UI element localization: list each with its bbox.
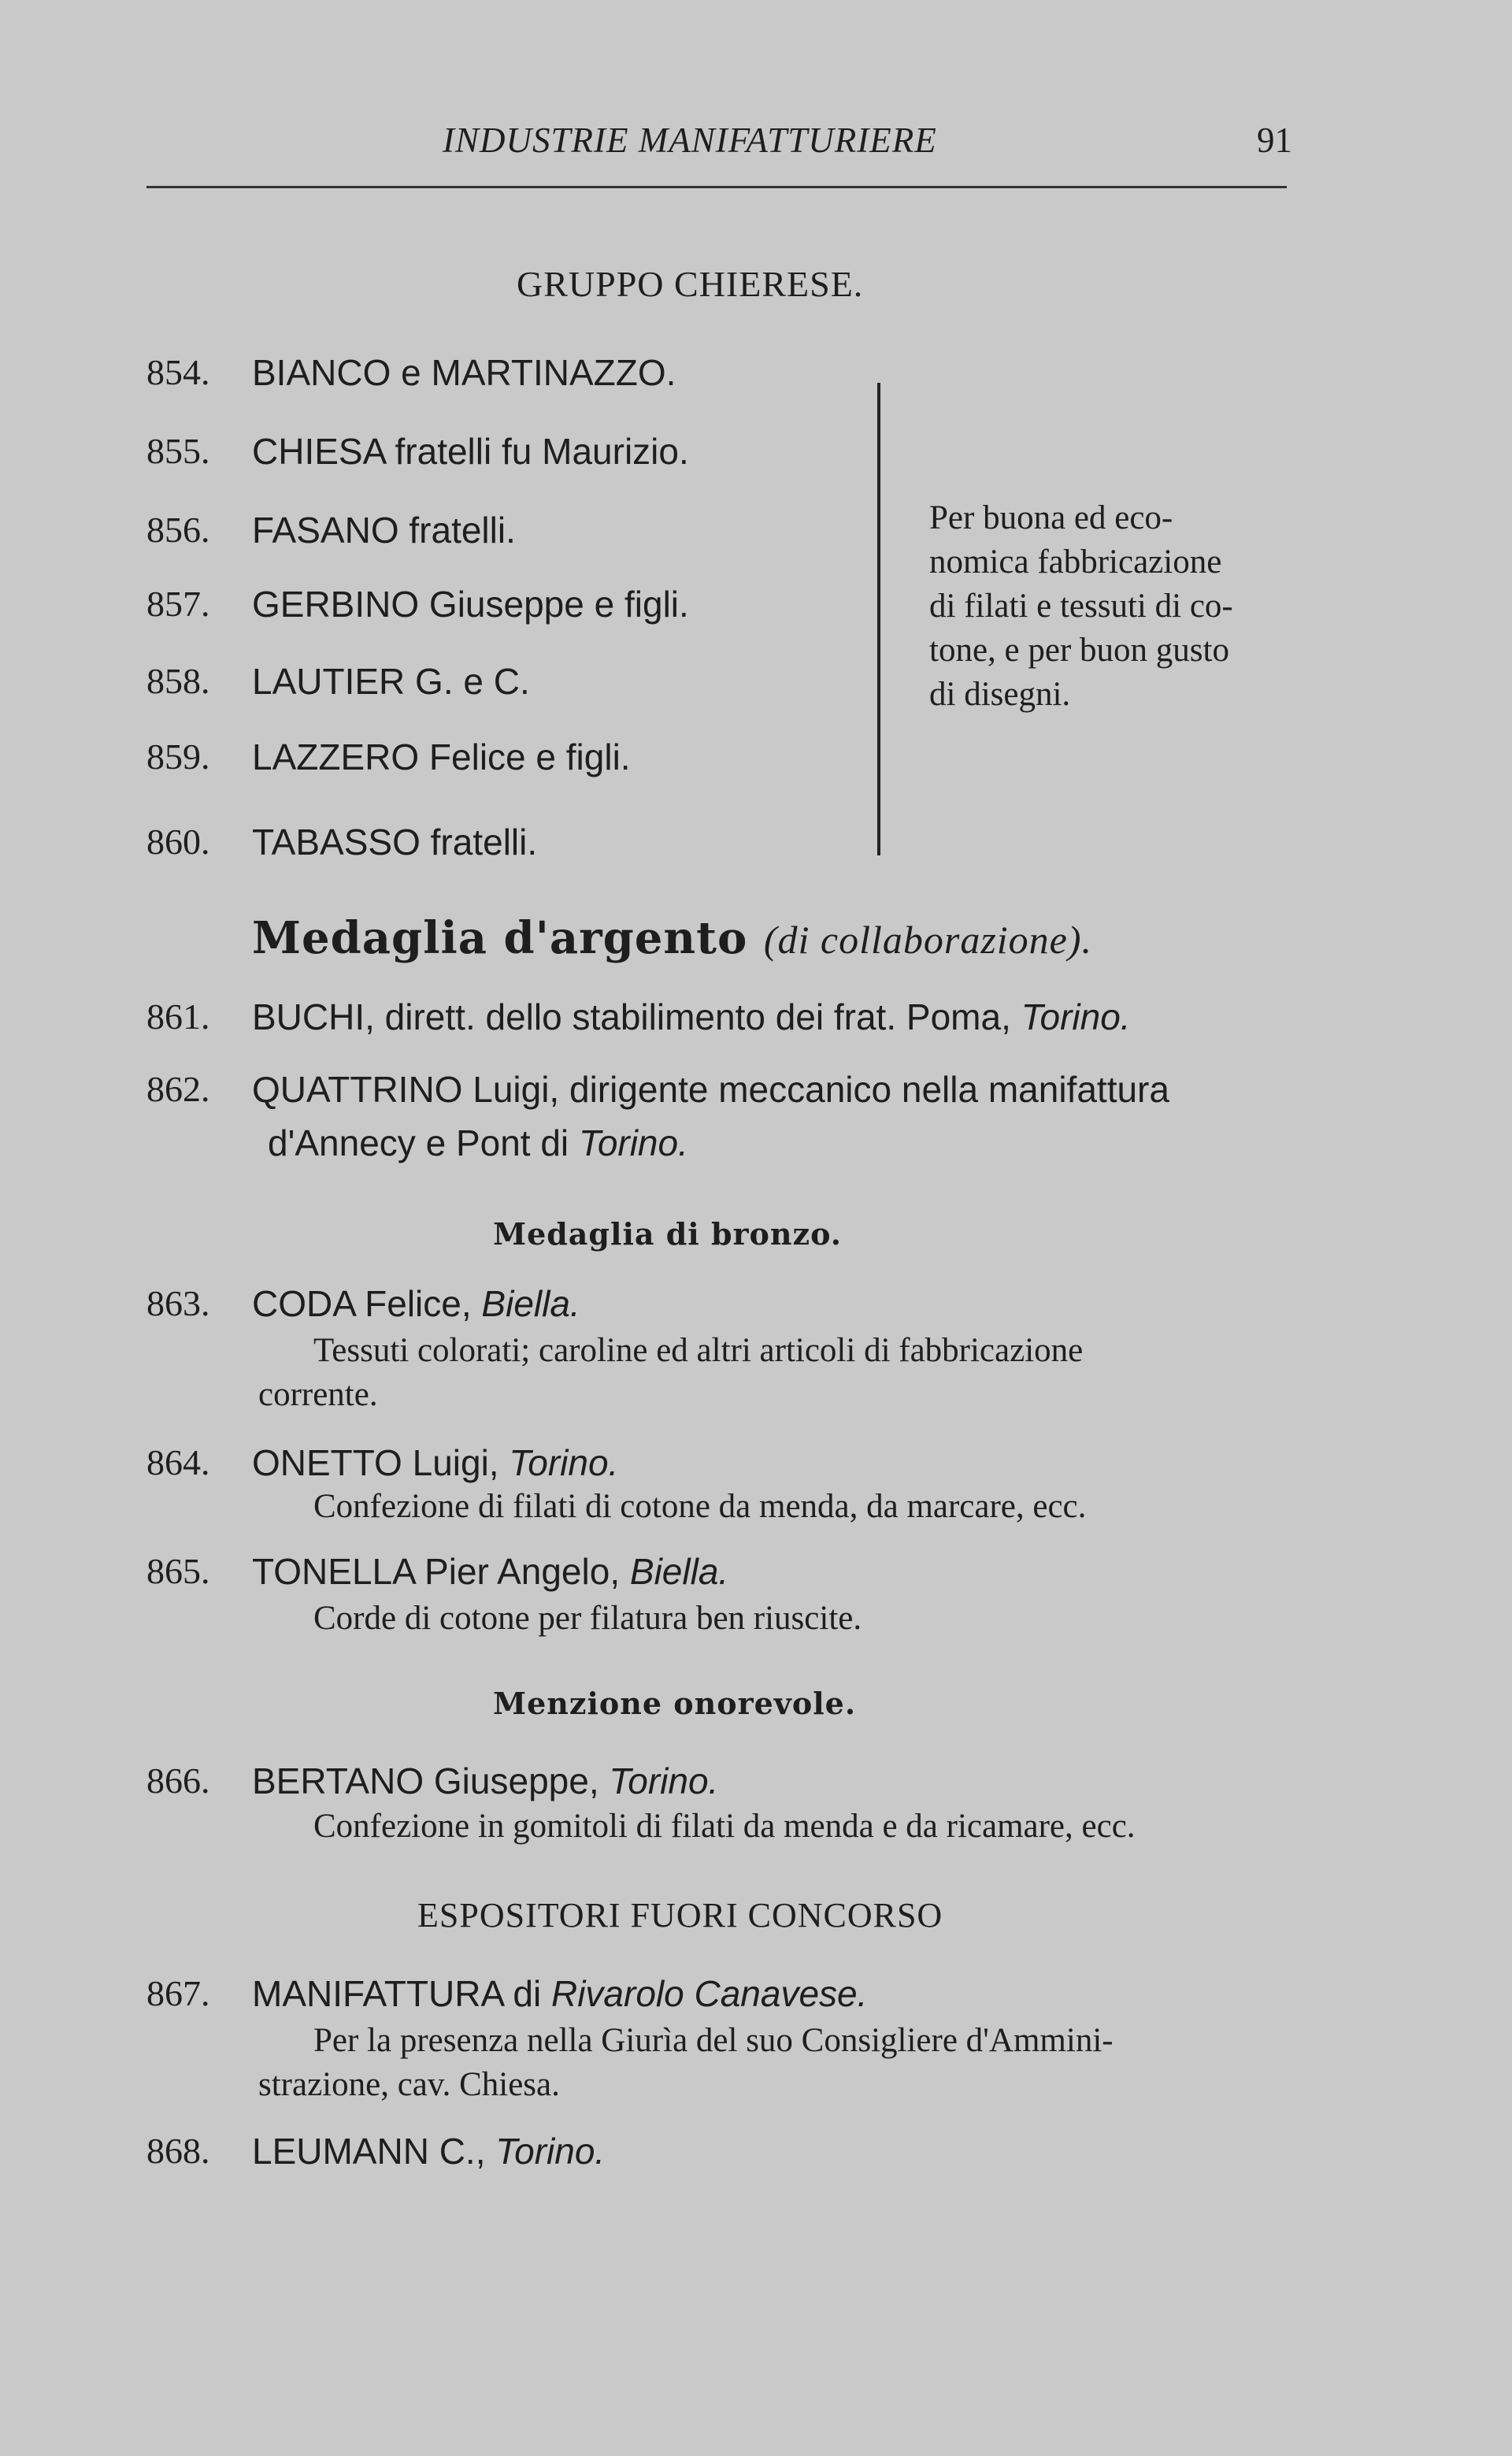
exhibitor-entry [252,996,1131,1038]
exhibitor-name: GERBINO Giuseppe e figli. [252,584,689,625]
exhibitor-place: Torino. [495,2131,606,2172]
exhibitor-place: Torino. [509,1442,619,1483]
exhibitor-name: BUCHI, dirett. dello stabilimento dei frat. Poma, [252,996,1011,1037]
exhibitor-name: LAZZERO Felice e figli. [252,736,631,777]
exhibitor-entry [252,1972,867,2015]
citation-line: di filati e tessuti di co- [929,588,1233,625]
entry-number: 854. [146,352,210,392]
exhibitor-name: BERTANO Giuseppe, [252,1760,599,1801]
entry-number: 859. [146,736,210,777]
section-heading-honorable: Menzione onorevole. [493,1686,857,1721]
entry-number: 864. [146,1442,210,1482]
entry-description: corrente. [258,1376,378,1413]
entry-number: 865. [146,1551,210,1591]
exhibitor-name: CODA Felice, [252,1283,472,1324]
citation-line: Per buona ed eco- [929,499,1173,536]
exhibitor-entry [252,1441,618,1484]
exhibitor-name: ONETTO Luigi, [252,1442,499,1483]
entry-number: 861. [146,996,210,1037]
citation-line: tone, e per buon gusto [929,632,1229,669]
entry-number: 855. [146,431,210,471]
section-heading-outside: ESPOSITORI FUORI CONCORSO [417,1896,943,1935]
entry-number: 856. [146,510,210,550]
grouping-brace [877,383,891,855]
citation-line: nomica fabbricazione [929,544,1222,581]
silver-heading-note: (di collaborazione). [763,918,1093,962]
entry-number: 867. [146,1973,210,2013]
exhibitor-name: TABASSO fratelli. [252,822,538,863]
exhibitor-name: BIANCO e MARTINAZZO. [252,352,676,393]
exhibitor-name: TONELLA Pier Angelo, [252,1551,621,1592]
exhibitor-name: CHIESA fratelli fu Maurizio. [252,431,689,472]
page-number: 91 [1257,121,1292,160]
entry-number: 863. [146,1283,210,1323]
citation-line: di disegni. [929,676,1071,713]
section-heading-silver [252,912,1092,964]
entry-number: 860. [146,822,210,862]
entry-number: 868. [146,2131,210,2171]
entry-description: Confezione in gomitoli di filati da menda e da ricamare, ecc. [313,1808,1136,1845]
entry-number: 857. [146,584,210,624]
exhibitor-name: FASANO fratelli. [252,510,516,551]
exhibitor-place: Torino. [1021,996,1131,1037]
group-title: GRUPPO CHIERESE. [517,264,864,304]
entry-number: 866. [146,1760,210,1801]
group-citation [929,496,1233,717]
entry-description: Tessuti colorati; caroline ed altri articoli di fabbricazione [313,1332,1084,1369]
entry-description: Corde di cotone per filatura ben riuscite. [313,1600,862,1637]
exhibitor-entry [252,2130,605,2172]
exhibitor-place: Rivarolo Canavese. [550,1973,868,2014]
exhibitor-name: LEUMANN C., [252,2131,486,2172]
exhibitor-place: Torino. [609,1760,719,1801]
exhibitor-place: Torino. [578,1122,688,1163]
entry-description: Per la presenza nella Giurìa del suo Consigliere d'Ammini- [313,2022,1114,2059]
entry-description: strazione, cav. Chiesa. [258,2066,560,2103]
exhibitor-name: LAUTIER G. e C. [252,661,530,702]
header-rule [146,186,1287,188]
section-heading-bronze: Medaglia di bronzo. [493,1216,843,1252]
silver-heading: Medaglia d'argento [252,912,748,964]
exhibitor-entry [252,1282,580,1325]
entry-number: 858. [146,661,210,701]
exhibitor-place: Biella. [629,1551,729,1592]
exhibitor-entry [252,1760,718,1802]
exhibitor-name-continued: d'Annecy e Pont di [268,1122,569,1163]
exhibitor-place: Biella. [481,1283,580,1324]
entry-number: 862. [146,1069,210,1109]
exhibitor-name: QUATTRINO Luigi, dirigente meccanico nella manifattura [252,1069,1169,1110]
exhibitor-entry-continued [268,1122,688,1164]
exhibitor-entry [252,1550,728,1593]
entry-description: Confezione di filati di cotone da menda, da marcare, ecc. [313,1488,1087,1525]
running-title: INDUSTRIE MANIFATTURIERE [443,121,937,160]
exhibitor-name: MANIFATTURA di [252,1973,542,2014]
